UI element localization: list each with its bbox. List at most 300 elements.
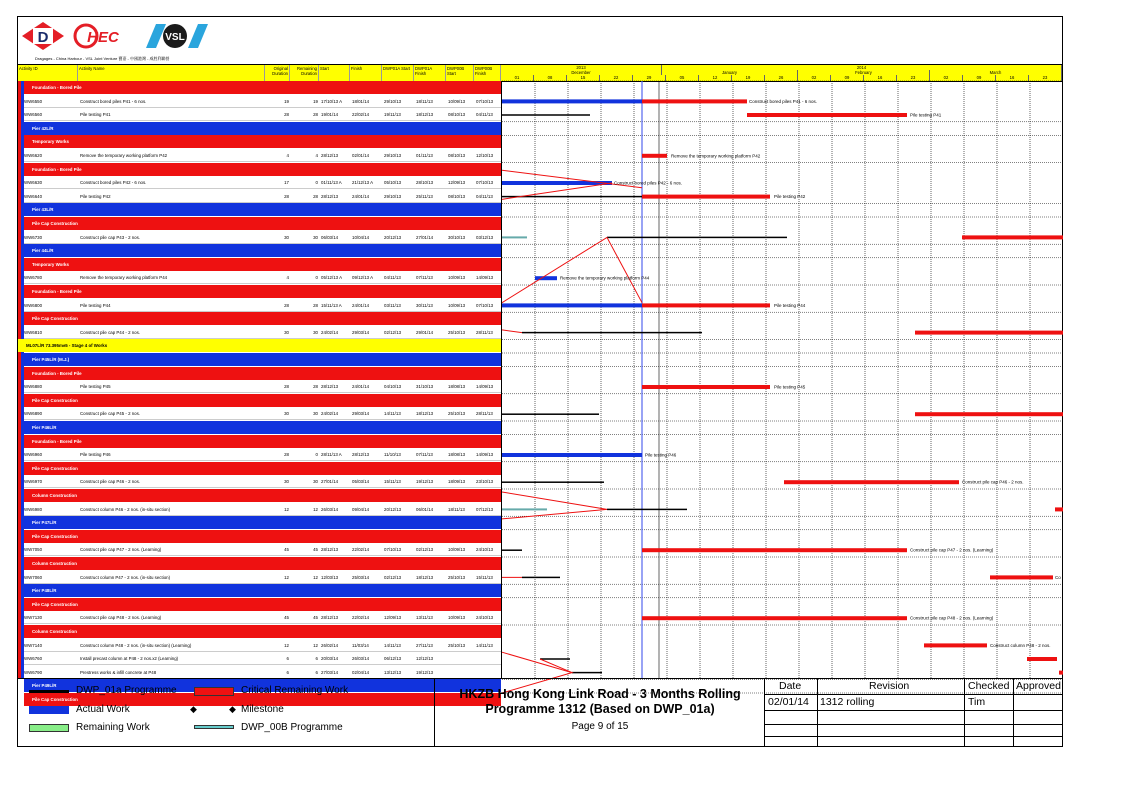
cell-od: 12 (284, 574, 289, 580)
cell-rd: 6 (315, 656, 318, 662)
cell-s1: 29/10/13 (384, 193, 402, 199)
title-line-2: Programme 1312 (Based on DWP_01a) (485, 702, 715, 716)
rev-line (964, 679, 965, 747)
cell-id: WW6970 (24, 479, 43, 485)
legend-label-dwp00b: DWP_00B Programme (241, 722, 343, 733)
cell-finish: 28/12/13 (352, 452, 370, 458)
group-band: Pile Cap Construction (24, 462, 501, 475)
cell-finish: 22/02/14 (352, 547, 370, 553)
cell-finish: 24/01/14 (352, 193, 370, 199)
table-row (24, 652, 501, 665)
gantt-bar (642, 616, 907, 620)
cell-f1: 18/11/13 (416, 98, 433, 104)
rev-line (765, 710, 1063, 711)
group-band: Foundation - Bored Pile (24, 367, 501, 380)
table-row (24, 190, 501, 203)
legend-label-milestone: Milestone (241, 704, 284, 715)
legend-label-dwp01a: DWP_01a Programme (76, 685, 177, 696)
cell-finish: 09/04/14 (352, 506, 370, 512)
cell-od: 12 (284, 642, 289, 648)
cell-f2: 15/11/13 (476, 574, 493, 580)
group-band: Pile Cap Construction (24, 217, 501, 230)
cell-finish: 11/03/14 (352, 642, 369, 648)
timeline-day: 29 (633, 75, 666, 81)
cell-rd: 0 (315, 180, 318, 186)
bar-label: Pile testing P41 (910, 112, 942, 118)
cell-od: 30 (284, 411, 289, 417)
cell-f2: 28/11/13 (476, 329, 493, 335)
group-band: Pier 42L/R (24, 122, 501, 135)
group-band: Pile Cap Construction (24, 693, 501, 706)
gantt-bar (642, 99, 747, 103)
cell-f2: 14/11/13 (476, 642, 493, 648)
group-band: Pier 44L/R (24, 244, 501, 257)
cell-finish: 02/04/14 (352, 669, 370, 675)
cell-id: WW6800 (24, 302, 43, 308)
cell-name: Construct bored piles P42 - 6 nos. (80, 180, 147, 186)
gantt-bar (572, 672, 602, 674)
cell-name: Install precast column at P48 - 2 nos.x2 (Learning) (80, 656, 179, 662)
relationship-line (502, 492, 607, 519)
cell-f2: 24/10/13 (476, 615, 494, 621)
page-number: Page 9 of 15 (571, 721, 629, 732)
cell-id: WW6980 (24, 506, 43, 512)
group-band: Column Construction (24, 557, 501, 570)
timeline-month: January (662, 70, 798, 75)
gantt-bar (522, 577, 560, 579)
bar-label: Construct column P48 - 2 nos. (990, 642, 1051, 648)
cell-start: 20/03/14 (321, 656, 339, 662)
legend-swatch-dwp00b (194, 725, 234, 729)
cell-finish: 24/01/14 (352, 302, 370, 308)
cell-rd: 12 (313, 642, 318, 648)
cell-s2: 18/11/13 (448, 506, 465, 512)
table-row (24, 639, 501, 652)
cell-finish: 29/03/14 (352, 411, 370, 417)
title-line-1: HKZB Hong Kong Link Road - 3 Months Rolling (459, 687, 741, 701)
timeline-day: 23 (1029, 75, 1062, 81)
cell-f2: 24/10/13 (476, 547, 494, 553)
gantt-bar (915, 331, 1063, 335)
table-row (24, 503, 501, 516)
rev-line (1013, 679, 1014, 747)
gantt-bar (924, 643, 987, 647)
gantt-bar (607, 237, 787, 239)
gantt-bar (502, 303, 642, 307)
cell-s1: 29/10/13 (384, 98, 402, 104)
gantt-bar (540, 658, 570, 660)
cell-id: WW7130 (24, 615, 43, 621)
rev-line (765, 694, 1063, 695)
column-header: Remaining Duration (290, 65, 319, 81)
cell-id: WW7060 (24, 574, 43, 580)
company-caption: Dragages - China Harbour - VSL Joint Venture 寶嘉 - 中國港灣 - 威胜利聯營 (35, 56, 170, 61)
cell-od: 28 (284, 112, 289, 118)
timeline-day: 23 (897, 75, 930, 81)
cell-finish: 18/01/14 (352, 98, 370, 104)
cell-name: Pile testing P42 (80, 193, 111, 199)
cell-finish: 02/01/14 (352, 153, 370, 158)
cell-id: WW6880 (24, 384, 43, 390)
rev-revision: 1312 rolling (820, 696, 875, 708)
cell-rd: 28 (313, 112, 318, 118)
cell-id: WW6760 (24, 656, 43, 662)
group-band: Pier P49L/R (24, 679, 501, 692)
column-header: Start (319, 65, 350, 81)
cell-name: Construct pile cap P44 - 2 nos. (80, 329, 141, 335)
group-band: Pier P47L/R (24, 516, 501, 529)
group-band: Pile Cap Construction (24, 530, 501, 543)
cell-rd: 30 (313, 234, 318, 240)
column-header: Activity Name (78, 65, 265, 81)
cell-f1: 01/11/13 (416, 153, 433, 158)
cell-od: 28 (284, 302, 289, 308)
cell-id: WW7050 (24, 547, 43, 553)
gantt-bar (607, 509, 687, 511)
cell-od: 45 (284, 547, 289, 553)
table-row (24, 448, 501, 461)
cell-finish: 29/03/14 (352, 329, 370, 335)
group-band: Pier P46L/R (24, 421, 501, 434)
cell-rd: 28 (313, 384, 318, 390)
timeline-month: March (930, 70, 1062, 75)
table-row (24, 326, 501, 339)
timeline-year: 2013 (501, 65, 662, 70)
table-row (24, 149, 501, 162)
cell-id: WW6730 (24, 234, 43, 240)
group-band: Column Construction (24, 625, 501, 638)
rev-line (817, 679, 818, 747)
table-row (24, 666, 501, 679)
timeline-headers (501, 64, 1062, 82)
column-header: Original Duration (265, 65, 290, 81)
cell-s1: 14/11/13 (384, 411, 401, 417)
chec-logo (73, 22, 129, 50)
timeline-day: 01 (501, 75, 534, 81)
cell-name: Construct pile cap P46 - 2 nos. (80, 479, 141, 485)
svg-text:VSL: VSL (165, 32, 185, 43)
cell-name: Construct pile cap P43 - 2 nos. (80, 234, 141, 240)
cell-f1: 19/12/13 (416, 669, 434, 675)
timeline-day: 19 (732, 75, 765, 81)
relationship-line (502, 237, 642, 302)
table-row (24, 176, 501, 189)
gantt-bar (642, 154, 667, 158)
svg-text:HEC: HEC (87, 29, 119, 46)
cell-finish: 22/02/14 (352, 112, 370, 118)
cell-finish: 26/03/14 (352, 656, 370, 662)
cell-f1: 27/01/14 (416, 234, 434, 240)
cell-f2: 03/12/13 (476, 234, 494, 240)
legend-label-critical: Critical Remaining Work (241, 685, 349, 696)
cell-rd: 4 (315, 153, 318, 158)
cell-start: 01/11/13 A (321, 180, 342, 186)
cell-name: Remove the temporary working platform P44 (80, 275, 168, 281)
cell-f2: 07/10/13 (476, 302, 494, 308)
group-band: Foundation - Bored Pile (24, 163, 501, 176)
table-row (24, 231, 501, 244)
cell-s1: 07/10/13 (384, 547, 402, 553)
timeline-day: 09 (831, 75, 864, 81)
group-band: Pier 43L/R (24, 203, 501, 216)
title-block (434, 678, 765, 747)
cell-s1: 04/11/13 (384, 275, 401, 281)
rev-header-checked: Checked (968, 680, 1010, 692)
cell-f1: 28/10/13 (416, 180, 434, 186)
cell-od: 12 (284, 506, 289, 512)
cell-name: Construct pile cap P45 - 2 nos. (80, 411, 141, 417)
legend (18, 678, 434, 747)
cell-start: 24/02/14 (321, 411, 339, 417)
cell-start: 17/10/13 A (321, 98, 342, 104)
group-band: Pile Cap Construction (24, 598, 501, 611)
cell-start: 28/12/13 (321, 615, 339, 621)
gantt-bar (522, 332, 702, 334)
cell-start: 27/01/14 (321, 479, 339, 485)
cell-f1: 29/01/14 (416, 329, 434, 335)
cell-id: WW6630 (24, 180, 43, 186)
cell-f2: 07/12/13 (476, 506, 494, 512)
timeline-month: February (798, 70, 930, 75)
cell-f1: 13/11/13 (416, 615, 433, 621)
column-header: DWP00B Finish (474, 65, 501, 81)
cell-id: WW6560 (24, 112, 43, 118)
bar-label: Pile testing P42 (774, 194, 806, 200)
cell-s1: 03/11/13 (384, 302, 401, 308)
cell-rd: 12 (313, 574, 318, 580)
cell-f1: 18/12/13 (416, 112, 434, 118)
timeline-day: 09 (963, 75, 996, 81)
rev-header-date: Date (779, 680, 802, 692)
cell-start: 24/02/14 (321, 329, 339, 335)
table-row (24, 611, 501, 624)
cell-s2: 10/09/13 (448, 547, 466, 553)
logo-bar (18, 17, 1062, 64)
cell-f1: 07/11/13 (416, 452, 433, 458)
gantt-bar (747, 113, 907, 117)
timeline-day: 02 (798, 75, 831, 81)
cell-id: WW6620 (24, 153, 43, 158)
cell-start: 28/11/13 A (321, 452, 342, 458)
cell-s1: 06/12/13 (384, 656, 402, 662)
cell-rd: 0 (315, 452, 318, 458)
timeline-day: 08 (534, 75, 567, 81)
rev-checked: Tim (968, 696, 986, 708)
cell-f2: 12/10/13 (476, 153, 494, 158)
cell-s1: 19/11/13 (384, 112, 401, 118)
group-band: Foundation - Bored Pile (24, 285, 501, 298)
group-band: ML07L/R 73.395m±5 - Stage 4 of Works (18, 339, 501, 352)
cell-id: WW6790 (24, 669, 43, 675)
diamond-icon: ◆ (190, 704, 197, 714)
cell-start: 27/03/14 (321, 669, 339, 675)
cell-od: 17 (284, 180, 289, 186)
cell-start: 06/03/14 (321, 234, 339, 240)
cell-rd: 30 (313, 329, 318, 335)
cell-rd: 45 (313, 547, 318, 553)
group-band: Pier P48L/R (24, 584, 501, 597)
gantt-bar (1027, 657, 1057, 661)
cell-name: Pile testing P46 (80, 452, 111, 458)
diamond-icon: ◆ (229, 704, 236, 714)
cell-start: 12/03/13 (321, 574, 339, 580)
cell-s2: 08/10/13 (448, 153, 466, 158)
cell-od: 4 (286, 275, 289, 281)
group-band: Column Construction (24, 489, 501, 502)
cell-s1: 04/10/13 (384, 384, 402, 390)
cell-s2: 10/09/13 (448, 275, 466, 281)
cell-start: 19/01/14 (321, 112, 339, 118)
cell-f2: 04/11/13 (476, 193, 493, 199)
bar-label: Remove the temporary working platform P44 (560, 275, 650, 281)
cell-id: WW6810 (24, 329, 43, 335)
cell-name: Construct bored piles P41 - 6 nos. (80, 98, 147, 104)
cell-od: 28 (284, 193, 289, 199)
gantt-bar (915, 412, 1063, 416)
cell-finish: 10/04/14 (352, 234, 370, 240)
cell-rd: 19 (313, 98, 318, 104)
cell-f1: 06/01/14 (416, 506, 434, 512)
cell-s2: 25/10/13 (448, 642, 466, 648)
timeline-day: 22 (600, 75, 633, 81)
cell-s2: 10/09/13 (448, 302, 466, 308)
legend-swatch-actual (29, 706, 69, 714)
cell-s1: 12/09/13 (384, 615, 402, 621)
cell-f2: 07/10/13 (476, 180, 494, 186)
timeline-day: 26 (765, 75, 798, 81)
cell-f2: 14/09/13 (476, 384, 494, 390)
gantt-bar (1059, 671, 1063, 675)
document-title (435, 687, 765, 717)
cell-finish: 22/02/14 (352, 615, 370, 621)
rev-header-revision: Revision (869, 680, 910, 692)
cell-id: WW6640 (24, 193, 43, 199)
cell-start: 28/12/13 (321, 193, 339, 199)
gantt-bar (642, 548, 907, 552)
bar-label: Remove the temporary working platform P42 (671, 153, 761, 159)
cell-rd: 12 (313, 506, 318, 512)
table-row (24, 407, 501, 420)
gantt-bar (502, 236, 527, 238)
cell-s2: 25/10/13 (448, 574, 466, 580)
timeline-day: 02 (930, 75, 963, 81)
cell-od: 6 (286, 669, 289, 675)
table-row (24, 95, 501, 108)
cell-id: WW7140 (24, 642, 43, 648)
gantt-bar (642, 303, 770, 307)
gantt-bar (502, 549, 522, 551)
cell-s2: 25/10/13 (448, 411, 466, 417)
cell-f1: 25/11/13 (416, 193, 433, 199)
cell-s2: 10/09/13 (448, 98, 466, 104)
timeline-day: 15 (567, 75, 600, 81)
bar-label: Pile testing P45 (774, 384, 806, 390)
cell-rd: 28 (313, 302, 318, 308)
gantt-bar (502, 114, 590, 116)
legend-label-actual: Actual Work (76, 704, 130, 715)
cell-f1: 02/12/13 (416, 547, 434, 553)
cell-name: Pile testing P44 (80, 302, 111, 308)
cell-f2: 14/09/13 (476, 275, 494, 281)
cell-name: Pile testing P41 (80, 112, 111, 118)
relationship-line (540, 659, 572, 673)
cell-finish: 05/03/14 (352, 479, 370, 485)
group-band: Temporary Works (24, 258, 501, 271)
cell-id: WW6550 (24, 98, 43, 104)
legend-label-remaining: Remaining Work (76, 722, 150, 733)
rev-line (765, 736, 1063, 737)
bar-label: Construct pile cap P47 - 2 nos. (Learning) (910, 547, 994, 553)
gantt-bar (990, 575, 1053, 579)
cell-rd: 30 (313, 479, 318, 485)
cell-rd: 28 (313, 193, 318, 199)
bar-label: Construct pile cap P48 - 2 nos. (Learning) (910, 615, 994, 621)
cell-s2: 08/10/13 (448, 193, 466, 199)
cell-start: 26/03/14 (321, 506, 339, 512)
group-band: Pier P45L/R (M.J.) (24, 353, 501, 366)
cell-id: WW6890 (24, 411, 43, 417)
cell-rd: 45 (313, 615, 318, 621)
legend-swatch-dwp01a (29, 690, 69, 693)
vsl-logo (138, 22, 208, 50)
cell-id: WW6780 (24, 275, 43, 281)
cell-rd: 30 (313, 411, 318, 417)
cell-finish: 21/12/13 A (352, 180, 373, 186)
cell-s2: 25/10/13 (448, 329, 466, 335)
gantt-bar (642, 195, 770, 199)
rev-line (765, 724, 1063, 725)
gantt-bar (642, 385, 770, 389)
cell-f1: 31/10/13 (416, 384, 434, 390)
bar-label: Construct bored piles P42 - 6 nos. (614, 180, 683, 186)
gantt-bar (502, 508, 547, 510)
gantt-bar (502, 99, 642, 103)
cell-s2: 08/10/13 (448, 112, 466, 118)
cell-f2: 14/09/13 (476, 452, 494, 458)
cell-f1: 18/12/13 (416, 411, 434, 417)
cell-f2: 07/10/13 (476, 98, 494, 104)
cell-f1: 19/12/13 (416, 479, 434, 485)
group-band: Pile Cap Construction (24, 394, 501, 407)
cell-f2: 04/11/13 (476, 112, 493, 118)
cell-s2: 12/09/13 (448, 180, 466, 186)
cell-finish: 24/01/14 (352, 384, 370, 390)
bar-label: Construct pile cap P46 - 2 nos. (962, 479, 1024, 485)
cell-od: 45 (284, 615, 289, 621)
bar-label: Pile testing P44 (774, 302, 806, 308)
cell-s2: 30/10/13 (448, 234, 466, 240)
cell-name: Construct column P46 - 2 nos. (in-situ section) (80, 506, 171, 512)
gantt-bar (502, 453, 642, 457)
cell-s1: 29/10/13 (384, 153, 402, 158)
gantt-bar (502, 413, 599, 415)
schedule-sheet (17, 16, 1063, 747)
timeline-year: 2014 (662, 65, 1062, 70)
cell-od: 6 (286, 656, 289, 662)
table-row (24, 475, 501, 488)
column-header: DWP01A Finish (414, 65, 446, 81)
cell-s1: 05/10/13 (384, 180, 402, 186)
group-band: Temporary Works (24, 135, 501, 148)
cell-od: 30 (284, 234, 289, 240)
cell-name: Remove the temporary working platform P42 (80, 153, 168, 158)
cell-s1: 14/11/13 (384, 642, 401, 648)
cell-s2: 18/08/13 (448, 452, 466, 458)
cell-finish: 09/12/13 A (352, 275, 373, 281)
cell-f2: 23/10/13 (476, 479, 494, 485)
column-headers (18, 64, 501, 82)
cell-s1: 02/12/13 (384, 329, 402, 335)
